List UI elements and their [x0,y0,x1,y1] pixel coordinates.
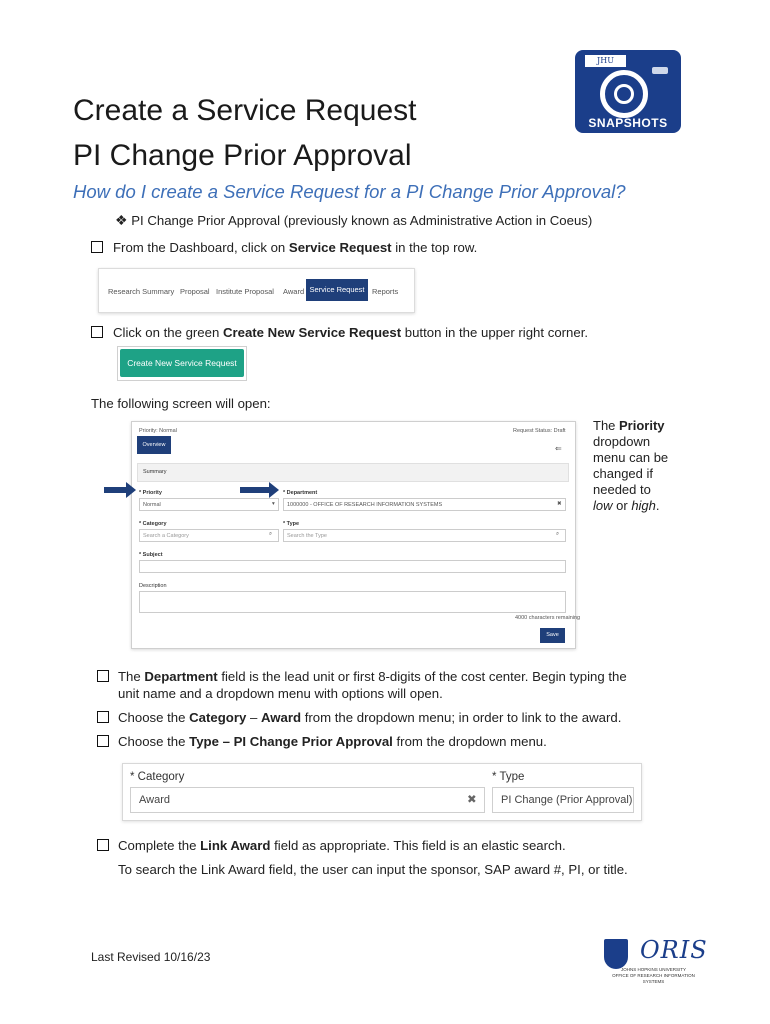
checkbox-icon [91,326,103,338]
step-1-text: From the Dashboard, click on Service Request in the top row. [113,240,478,255]
arrow-right-icon [269,482,279,498]
back-arrow-icon[interactable]: ⇐ [555,444,562,453]
tab-award[interactable]: Award [283,287,305,296]
type-placeholder: Search the Type [287,533,327,539]
subject-label: * Subject [139,552,163,558]
checkbox-icon [97,839,109,851]
tab-research-summary[interactable]: Research Summary [108,287,175,296]
diamond-bullet-text: PI Change Prior Approval (previously known as Administrative Action in Coeus) [131,213,593,228]
step-5-text: Choose the Type – PI Change Prior Approval from the dropdown menu. [118,734,547,749]
step-3-text-line2: unit name and a dropdown menu with options will open. [118,686,443,701]
clear-icon[interactable]: ✖ [467,794,477,806]
page-title-line2: PI Change Prior Approval [73,139,412,172]
step-6-text: Complete the Link Award field as appropriate. This field is an elastic search. [118,838,566,853]
characters-remaining: 4000 characters remaining [515,615,581,621]
step-2-text: Click on the green Create New Service Request button in the upper right corner. [113,325,589,340]
checkbox-icon [97,735,109,747]
checkbox-icon [97,670,109,682]
last-revised: Last Revised 10/16/23 [91,950,211,964]
arrow-priority-shaft [104,487,127,493]
zoom-type-label: * Type [492,771,525,783]
tab-proposal[interactable]: Proposal [180,287,210,296]
side-note: The Priority dropdown menu can be changed if needed to low or high. [593,418,669,513]
summary-label: Summary [143,469,167,475]
summary-header [137,463,569,482]
description-textarea[interactable] [139,591,566,613]
subject-input[interactable] [139,560,566,573]
chevron-down-icon: ▾ [272,501,275,507]
oris-subtitle: JOHNS HOPKINS UNIVERSITY OFFICE OF RESEARCH INFORMATION SYSTEMS [612,967,695,984]
diamond-bullet-line [115,212,592,229]
logo-label: SNAPSHOTS [588,116,668,130]
department-value: 1000000 - OFFICE OF RESEARCH INFORMATION SYSTEMS [287,502,443,508]
department-label: * Department [283,490,318,496]
search-icon: ⌕ [269,531,273,537]
save-button[interactable]: Save [540,628,565,643]
page-title-line1: Create a Service Request [73,94,417,127]
type-label: * Type [283,521,300,527]
zoom-type-input[interactable]: PI Change (Prior Approval) [492,787,634,813]
arrow-right-icon [126,482,136,498]
create-new-service-request-button[interactable]: Create New Service Request [120,349,244,377]
step-3-text: The Department field is the lead unit or first 8-digits of the cost center. Begin typing the [118,669,627,684]
logo-badge: JHU [583,53,628,69]
clear-icon[interactable]: ✖ [557,501,562,507]
zoom-category-input[interactable]: Award [130,787,485,813]
description-label: Description [139,583,167,589]
tab-institute-proposal[interactable]: Institute Proposal [216,287,274,296]
checkbox-icon [97,711,109,723]
priority-value: Normal [143,502,161,508]
request-status: Request Status: Draft [513,428,566,434]
screen-intro: The following screen will open: [91,396,271,411]
zoom-category-label: * Category [130,771,185,783]
camera-flash-icon [652,67,668,74]
camera-lens-inner-icon [614,84,634,104]
tab-service-request[interactable]: Service Request [306,279,368,301]
priority-label: * Priority [139,490,162,496]
step-6-note: To search the Link Award field, the user can input the sponsor, SAP award #, PI, or title. [118,862,628,877]
page-subtitle: How do I create a Service Request for a PI Change Prior Approval? [73,181,626,202]
arrow-department-shaft [240,487,270,493]
search-icon: ⌕ [556,531,560,537]
checkbox-icon [91,241,103,253]
oris-logo-text: ORIS [640,936,708,964]
tab-overview[interactable]: Overview [137,436,171,454]
diamond-bullet-icon: ❖ [115,212,128,228]
tab-reports[interactable]: Reports [372,287,399,296]
category-placeholder: Search a Category [143,533,189,539]
step-4-text: Choose the Category – Award from the dropdown menu; in order to link to the award. [118,710,622,725]
jhu-shield-icon [604,939,628,969]
priority-indicator: Priority: Normal [139,428,177,434]
category-label: * Category [139,521,167,527]
